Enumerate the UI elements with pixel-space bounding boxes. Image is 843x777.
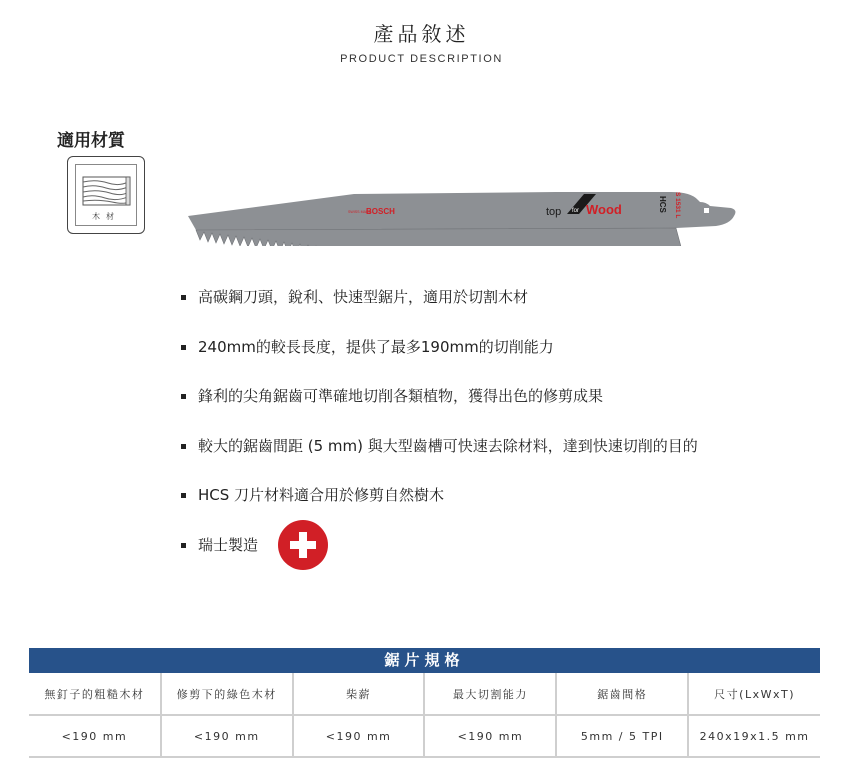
blade-logo-wood: Wood xyxy=(586,202,622,217)
blade-brand-small: SWISS MADE xyxy=(348,210,371,214)
blade-logo-top: top xyxy=(546,206,562,218)
feature-item xyxy=(178,534,698,584)
spec-header-firewood: 柴薪 xyxy=(293,673,425,715)
bullet-icon xyxy=(181,295,186,300)
blade-logo-for: for xyxy=(572,208,580,214)
feature-item xyxy=(178,286,698,336)
spec-header-tooth-spacing: 鋸齒間格 xyxy=(556,673,688,715)
spec-value-green-wood: <190 mm xyxy=(161,715,293,757)
blade-code: S 1531 L xyxy=(674,192,681,219)
bullet-icon xyxy=(181,345,186,350)
feature-text: 高碳鋼刀頭，銳利、快速型鋸片，適用於切割木材 xyxy=(198,288,529,306)
wood-grain-icon xyxy=(82,173,131,209)
bullet-icon xyxy=(181,444,186,449)
blade-material-code: HCS xyxy=(658,196,667,213)
specs-table xyxy=(29,673,820,758)
spec-value-rough-wood: <190 mm xyxy=(29,715,161,757)
saw-blade-image xyxy=(186,186,738,246)
spec-value-max-cut: <190 mm xyxy=(424,715,556,757)
material-frame xyxy=(75,164,137,226)
feature-text: HCS 刀片材料適合用於修剪自然樹木 xyxy=(198,486,445,504)
page-title: 產品敘述 xyxy=(373,22,470,46)
feature-item xyxy=(178,336,698,386)
spec-header-rough-wood: 無釘子的粗糙木材 xyxy=(29,673,161,715)
spec-value-tooth-spacing: 5mm / 5 TPI xyxy=(556,715,688,757)
spec-value-firewood: <190 mm xyxy=(293,715,425,757)
bullet-icon xyxy=(181,394,186,399)
spec-header-green-wood: 修剪下的綠色木材 xyxy=(161,673,293,715)
feature-item xyxy=(178,435,698,485)
blade-body xyxy=(188,192,735,230)
swiss-cross-icon xyxy=(277,519,329,571)
feature-text: 鋒利的尖角鋸齒可準確地切削各類植物，獲得出色的修剪成果 xyxy=(198,387,604,405)
specs-header-row xyxy=(29,673,820,715)
feature-text: 瑞士製造 xyxy=(198,535,259,554)
specs-title-bar: 鋸片規格 xyxy=(29,648,820,673)
blade-hole xyxy=(704,208,709,213)
page-subtitle: PRODUCT DESCRIPTION xyxy=(340,53,503,65)
bullet-icon xyxy=(181,493,186,498)
feature-item xyxy=(178,484,698,534)
page-header xyxy=(0,18,843,65)
spec-header-max-cut: 最大切割能力 xyxy=(424,673,556,715)
material-label: 木材 xyxy=(92,212,120,221)
feature-list xyxy=(178,286,698,583)
material-title: 適用材質 xyxy=(57,131,125,151)
material-card xyxy=(67,156,145,234)
feature-item xyxy=(178,385,698,435)
blade-brand: BOSCH xyxy=(366,207,395,216)
bullet-icon xyxy=(181,543,186,548)
feature-text: 240mm的較長長度，提供了最多190mm的切削能力 xyxy=(198,337,554,356)
spec-value-dimensions: 240x19x1.5 mm xyxy=(688,715,820,757)
spec-header-dimensions: 尺寸(LxWxT) xyxy=(688,673,820,715)
feature-text: 較大的鋸齒間距 (5 mm) 與大型齒槽可快速去除材料，達到快速切削的目的 xyxy=(198,436,698,455)
specs-value-row xyxy=(29,715,820,757)
blade-teeth xyxy=(196,228,696,246)
